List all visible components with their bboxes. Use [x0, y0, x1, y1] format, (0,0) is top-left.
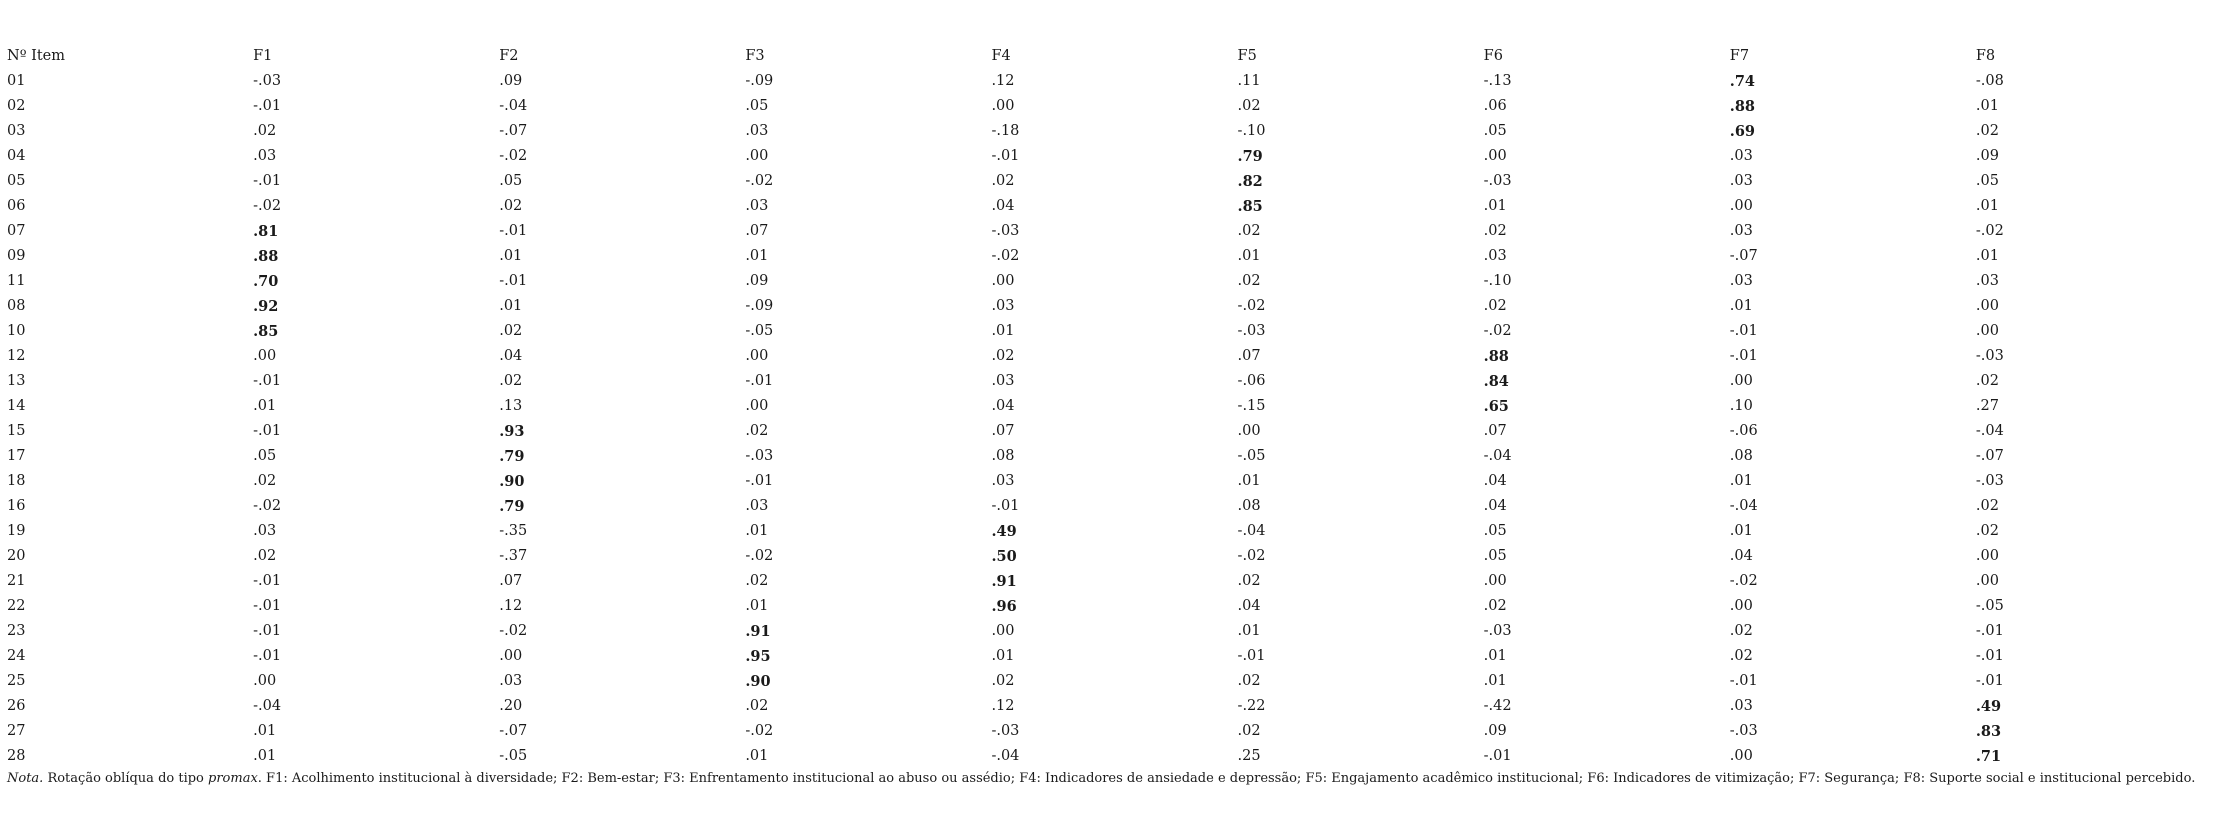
loading-cell-f4: .08 — [991, 448, 1015, 464]
item-number-cell: 17 — [7, 448, 26, 464]
loading-cell-f3: .05 — [745, 98, 769, 114]
loading-cell-f1: -.02 — [253, 498, 282, 514]
table-row — [7, 369, 2222, 394]
loading-cell-f4: .04 — [991, 398, 1015, 414]
loading-cell-f4: .07 — [991, 423, 1015, 439]
loading-cell-f6: .01 — [1483, 673, 1507, 689]
loading-cell-f8: -.03 — [1975, 473, 2004, 489]
loading-cell-f4: .12 — [991, 73, 1015, 89]
loading-cell-f7: .02 — [1729, 623, 1753, 639]
loading-cell-f7: -.03 — [1729, 723, 1758, 739]
loading-cell-f6: .88 — [1483, 348, 1509, 365]
loading-cell-f2: -.01 — [499, 273, 528, 289]
loading-cell-f1: .03 — [253, 148, 277, 164]
loading-cell-f1: .01 — [253, 398, 277, 414]
loading-cell-f2: .07 — [499, 573, 523, 589]
loading-cell-f2: .05 — [499, 173, 523, 189]
loading-cell-f4: .01 — [991, 323, 1015, 339]
loading-cell-f2: -.07 — [499, 123, 528, 139]
note-factor-list: . F1: Acolhimento institucional à diversidade; F2: Bem-estar; F3: Enfrentamento institucional ao abuso ou assédio; F4: Indicadores de ansiedade e depressão; F5: Engajamento acadêmico institucional; F6: Indicadores de vitimização; F7: Segurança; F8: Suporte social e institucional percebido. — [257, 771, 2196, 786]
loading-cell-f7: -.01 — [1729, 673, 1758, 689]
loading-cell-f3: .95 — [745, 648, 771, 665]
loading-cell-f3: .01 — [745, 748, 769, 764]
loading-cell-f3: -.03 — [745, 448, 774, 464]
item-number-cell: 14 — [7, 398, 26, 414]
note-rotation-type: promax — [208, 771, 258, 786]
loading-cell-f1: .02 — [253, 123, 277, 139]
loading-cell-f2: .04 — [499, 348, 523, 364]
loading-cell-f1: .70 — [253, 273, 279, 290]
loading-cell-f8: -.02 — [1975, 223, 2004, 239]
loading-cell-f8: .83 — [1975, 723, 2002, 740]
table-body — [7, 69, 2222, 769]
loading-cell-f5: .04 — [1237, 598, 1261, 614]
loading-cell-f2: -.02 — [499, 623, 528, 639]
loading-cell-f6: .04 — [1483, 473, 1507, 489]
loading-cell-f6: .09 — [1483, 723, 1507, 739]
loading-cell-f2: -.07 — [499, 723, 528, 739]
item-number-cell: 11 — [7, 273, 26, 289]
loading-cell-f5: .02 — [1237, 673, 1261, 689]
loading-cell-f1: -.01 — [253, 98, 282, 114]
loading-cell-f4: .50 — [991, 548, 1017, 565]
loading-cell-f5: -.15 — [1237, 398, 1266, 414]
loading-cell-f8: .02 — [1975, 498, 1999, 514]
loading-cell-f4: -.01 — [991, 498, 1020, 514]
loading-cell-f1: -.01 — [253, 373, 282, 389]
loading-cell-f7: .01 — [1729, 523, 1753, 539]
table-row — [7, 344, 2222, 369]
loading-cell-f5: .08 — [1237, 498, 1261, 514]
loading-cell-f8: .01 — [1975, 98, 1999, 114]
item-number-cell: 25 — [7, 673, 26, 689]
loading-cell-f6: .02 — [1483, 223, 1507, 239]
header-f8: F8 — [1975, 48, 1996, 64]
loading-cell-f2: -.02 — [499, 148, 528, 164]
item-number-cell: 02 — [7, 98, 26, 114]
loading-cell-f7: .00 — [1729, 748, 1753, 764]
loading-cell-f5: -.05 — [1237, 448, 1266, 464]
loading-cell-f6: .05 — [1483, 548, 1507, 564]
loading-cell-f6: -.42 — [1483, 698, 1512, 714]
loading-cell-f4: .02 — [991, 348, 1015, 364]
table-note — [7, 771, 2195, 786]
loading-cell-f8: .49 — [1975, 698, 2002, 715]
loading-cell-f8: .09 — [1975, 148, 1999, 164]
loading-cell-f1: .05 — [253, 448, 277, 464]
loading-cell-f8: .00 — [1975, 548, 1999, 564]
table-row — [7, 394, 2222, 419]
loading-cell-f7: -.02 — [1729, 573, 1758, 589]
loading-cell-f6: -.10 — [1483, 273, 1512, 289]
loading-cell-f8: .03 — [1975, 273, 1999, 289]
loading-cell-f7: .10 — [1729, 398, 1753, 414]
loading-cell-f8: -.05 — [1975, 598, 2004, 614]
table-row — [7, 519, 2222, 544]
item-number-cell: 20 — [7, 548, 26, 564]
loading-cell-f5: -.03 — [1237, 323, 1266, 339]
loading-cell-f1: .88 — [253, 248, 279, 265]
loading-cell-f4: .02 — [991, 673, 1015, 689]
item-number-cell: 21 — [7, 573, 26, 589]
loading-cell-f7: .02 — [1729, 648, 1753, 664]
loading-cell-f7: .01 — [1729, 298, 1753, 314]
item-number-cell: 07 — [7, 223, 26, 239]
item-number-cell: 15 — [7, 423, 26, 439]
loading-cell-f6: .02 — [1483, 298, 1507, 314]
loading-cell-f5: .02 — [1237, 723, 1261, 739]
loading-cell-f6: .84 — [1483, 373, 1509, 390]
loading-cell-f6: .05 — [1483, 523, 1507, 539]
loading-cell-f4: .03 — [991, 473, 1015, 489]
loading-cell-f7: .00 — [1729, 373, 1753, 389]
loading-cell-f2: .79 — [499, 498, 525, 515]
loading-cell-f5: .02 — [1237, 273, 1261, 289]
loading-cell-f7: -.06 — [1729, 423, 1758, 439]
loading-cell-f8: .01 — [1975, 248, 1999, 264]
loading-cell-f8: .71 — [1975, 748, 2002, 765]
loading-cell-f5: .02 — [1237, 223, 1261, 239]
loading-cell-f7: .03 — [1729, 173, 1753, 189]
loading-cell-f3: .00 — [745, 398, 769, 414]
loading-cell-f5: .82 — [1237, 173, 1263, 190]
item-number-cell: 22 — [7, 598, 26, 614]
loading-cell-f5: .07 — [1237, 348, 1261, 364]
loading-cell-f3: -.01 — [745, 373, 774, 389]
item-number-cell: 08 — [7, 298, 26, 314]
table-row — [7, 719, 2222, 744]
loading-cell-f7: .74 — [1729, 73, 1755, 90]
loading-cell-f2: .02 — [499, 323, 523, 339]
loading-cell-f7: .08 — [1729, 448, 1753, 464]
item-number-cell: 04 — [7, 148, 26, 164]
table-row — [7, 219, 2222, 244]
loading-cell-f6: .06 — [1483, 98, 1507, 114]
loading-cell-f3: .02 — [745, 423, 769, 439]
loading-cell-f8: .02 — [1975, 523, 1999, 539]
loading-cell-f4: -.04 — [991, 748, 1020, 764]
loading-cell-f7: .03 — [1729, 698, 1753, 714]
loading-cell-f4: .00 — [991, 273, 1015, 289]
loading-cell-f3: .03 — [745, 498, 769, 514]
loading-cell-f8: -.08 — [1975, 73, 2004, 89]
table-row — [7, 294, 2222, 319]
loading-cell-f4: .96 — [991, 598, 1017, 615]
table-row — [7, 144, 2222, 169]
loading-cell-f7: -.01 — [1729, 323, 1758, 339]
table-row — [7, 419, 2222, 444]
loading-cell-f5: .01 — [1237, 473, 1261, 489]
item-number-cell: 16 — [7, 498, 26, 514]
loading-cell-f5: .25 — [1237, 748, 1261, 764]
table-row — [7, 169, 2222, 194]
loading-cell-f7: -.01 — [1729, 348, 1758, 364]
loading-cell-f6: -.02 — [1483, 323, 1512, 339]
loading-cell-f1: .92 — [253, 298, 279, 315]
loading-cell-f4: .49 — [991, 523, 1017, 540]
loading-cell-f1: .01 — [253, 748, 277, 764]
loading-cell-f5: -.02 — [1237, 548, 1266, 564]
factor-loadings-table — [7, 44, 2222, 769]
loading-cell-f3: -.02 — [745, 548, 774, 564]
loading-cell-f7: .00 — [1729, 598, 1753, 614]
loading-cell-f2: -.35 — [499, 523, 528, 539]
loading-cell-f1: .03 — [253, 523, 277, 539]
loading-cell-f8: .00 — [1975, 573, 1999, 589]
loading-cell-f6: -.03 — [1483, 173, 1512, 189]
loading-cell-f3: .01 — [745, 598, 769, 614]
item-number-cell: 27 — [7, 723, 26, 739]
loading-cell-f6: -.04 — [1483, 448, 1512, 464]
loading-cell-f2: -.05 — [499, 748, 528, 764]
loading-cell-f1: .02 — [253, 473, 277, 489]
table-row — [7, 319, 2222, 344]
loading-cell-f7: .00 — [1729, 198, 1753, 214]
header-f1: F1 — [253, 48, 273, 64]
loading-cell-f2: .03 — [499, 673, 523, 689]
loading-cell-f4: .91 — [991, 573, 1017, 590]
item-number-cell: 28 — [7, 748, 26, 764]
loading-cell-f3: -.05 — [745, 323, 774, 339]
loading-cell-f1: -.04 — [253, 698, 282, 714]
table-row — [7, 669, 2222, 694]
loading-cell-f6: .04 — [1483, 498, 1507, 514]
table-row — [7, 494, 2222, 519]
loading-cell-f8: .02 — [1975, 123, 1999, 139]
loading-cell-f1: .02 — [253, 548, 277, 564]
note-lead: Nota. — [7, 771, 44, 786]
loading-cell-f8: .27 — [1975, 398, 1999, 414]
header-f2: F2 — [499, 48, 519, 64]
loading-cell-f6: .01 — [1483, 198, 1507, 214]
loading-cell-f7: .03 — [1729, 148, 1753, 164]
loading-cell-f5: .01 — [1237, 248, 1261, 264]
item-number-cell: 26 — [7, 698, 26, 714]
header-f6: F6 — [1483, 48, 1503, 64]
loading-cell-f3: .07 — [745, 223, 769, 239]
loading-cell-f2: .00 — [499, 648, 523, 664]
loading-cell-f8: -.01 — [1975, 623, 2004, 639]
header-item: Nº Item — [7, 48, 65, 64]
loading-cell-f1: .85 — [253, 323, 279, 340]
loading-cell-f4: -.02 — [991, 248, 1020, 264]
loading-cell-f1: .00 — [253, 673, 277, 689]
item-number-cell: 09 — [7, 248, 26, 264]
loading-cell-f5: .85 — [1237, 198, 1263, 215]
loading-cell-f7: .88 — [1729, 98, 1755, 115]
loading-cell-f4: -.03 — [991, 223, 1020, 239]
header-f4: F4 — [991, 48, 1011, 64]
loading-cell-f4: .00 — [991, 98, 1015, 114]
loading-cell-f3: .02 — [745, 573, 769, 589]
loading-cell-f8: -.07 — [1975, 448, 2004, 464]
loading-cell-f7: .04 — [1729, 548, 1753, 564]
table-row — [7, 194, 2222, 219]
item-number-cell: 19 — [7, 523, 26, 539]
loading-cell-f1: -.01 — [253, 573, 282, 589]
header-f3: F3 — [745, 48, 765, 64]
table-row — [7, 744, 2222, 769]
loading-cell-f8: -.01 — [1975, 673, 2004, 689]
loading-cell-f4: .02 — [991, 173, 1015, 189]
loading-cell-f2: .20 — [499, 698, 523, 714]
loading-cell-f5: -.22 — [1237, 698, 1266, 714]
loading-cell-f6: -.13 — [1483, 73, 1512, 89]
loading-cell-f6: .03 — [1483, 248, 1507, 264]
loading-cell-f5: .79 — [1237, 148, 1263, 165]
item-number-cell: 18 — [7, 473, 26, 489]
item-number-cell: 03 — [7, 123, 26, 139]
loading-cell-f1: -.01 — [253, 623, 282, 639]
loading-cell-f5: .02 — [1237, 98, 1261, 114]
loading-cell-f3: .00 — [745, 348, 769, 364]
loading-cell-f5: -.04 — [1237, 523, 1266, 539]
loading-cell-f2: .13 — [499, 398, 523, 414]
loading-cell-f6: .00 — [1483, 573, 1507, 589]
loading-cell-f2: -.04 — [499, 98, 528, 114]
table-row — [7, 94, 2222, 119]
table-row — [7, 469, 2222, 494]
loading-cell-f8: .02 — [1975, 373, 1999, 389]
loading-cell-f6: .02 — [1483, 598, 1507, 614]
loading-cell-f5: .02 — [1237, 573, 1261, 589]
loading-cell-f4: .12 — [991, 698, 1015, 714]
loading-cell-f5: -.06 — [1237, 373, 1266, 389]
loading-cell-f4: -.03 — [991, 723, 1020, 739]
loading-cell-f2: .02 — [499, 373, 523, 389]
loading-cell-f5: .01 — [1237, 623, 1261, 639]
factor-loadings-table-container — [7, 44, 2222, 769]
loading-cell-f4: .03 — [991, 373, 1015, 389]
loading-cell-f3: -.02 — [745, 723, 774, 739]
loading-cell-f7: .69 — [1729, 123, 1755, 140]
table-row — [7, 69, 2222, 94]
loading-cell-f2: -.37 — [499, 548, 528, 564]
loading-cell-f5: -.02 — [1237, 298, 1266, 314]
loading-cell-f1: -.03 — [253, 73, 282, 89]
item-number-cell: 05 — [7, 173, 26, 189]
table-header-row — [7, 44, 2222, 69]
loading-cell-f7: .03 — [1729, 273, 1753, 289]
item-number-cell: 12 — [7, 348, 26, 364]
loading-cell-f8: .05 — [1975, 173, 1999, 189]
loading-cell-f1: -.01 — [253, 648, 282, 664]
loading-cell-f2: .01 — [499, 298, 523, 314]
loading-cell-f1: .81 — [253, 223, 279, 240]
loading-cell-f2: .12 — [499, 598, 523, 614]
table-row — [7, 244, 2222, 269]
loading-cell-f6: -.03 — [1483, 623, 1512, 639]
loading-cell-f8: -.04 — [1975, 423, 2004, 439]
table-row — [7, 269, 2222, 294]
loading-cell-f5: -.10 — [1237, 123, 1266, 139]
table-row — [7, 619, 2222, 644]
loading-cell-f3: .09 — [745, 273, 769, 289]
loading-cell-f3: .03 — [745, 123, 769, 139]
header-f7: F7 — [1729, 48, 1750, 64]
loading-cell-f5: .00 — [1237, 423, 1261, 439]
note-pre: Rotação oblíqua do tipo — [43, 771, 209, 786]
loading-cell-f8: .00 — [1975, 323, 1999, 339]
item-number-cell: 13 — [7, 373, 26, 389]
loading-cell-f1: -.01 — [253, 423, 282, 439]
item-number-cell: 10 — [7, 323, 26, 339]
loading-cell-f2: .02 — [499, 198, 523, 214]
table-row — [7, 644, 2222, 669]
loading-cell-f4: -.01 — [991, 148, 1020, 164]
item-number-cell: 23 — [7, 623, 26, 639]
loading-cell-f4: .03 — [991, 298, 1015, 314]
loading-cell-f4: .01 — [991, 648, 1015, 664]
loading-cell-f2: .93 — [499, 423, 525, 440]
loading-cell-f3: -.01 — [745, 473, 774, 489]
loading-cell-f2: .79 — [499, 448, 525, 465]
loading-cell-f4: .00 — [991, 623, 1015, 639]
loading-cell-f2: -.01 — [499, 223, 528, 239]
table-row — [7, 444, 2222, 469]
table-row — [7, 544, 2222, 569]
loading-cell-f7: .01 — [1729, 473, 1753, 489]
loading-cell-f3: .91 — [745, 623, 771, 640]
loading-cell-f2: .09 — [499, 73, 523, 89]
loading-cell-f8: -.03 — [1975, 348, 2004, 364]
loading-cell-f6: .01 — [1483, 648, 1507, 664]
item-number-cell: 24 — [7, 648, 26, 664]
loading-cell-f6: .65 — [1483, 398, 1509, 415]
loading-cell-f4: -.18 — [991, 123, 1020, 139]
loading-cell-f8: .01 — [1975, 198, 1999, 214]
loading-cell-f3: -.09 — [745, 73, 774, 89]
table-row — [7, 694, 2222, 719]
loading-cell-f7: -.04 — [1729, 498, 1758, 514]
loading-cell-f7: .03 — [1729, 223, 1753, 239]
loading-cell-f1: .00 — [253, 348, 277, 364]
item-number-cell: 06 — [7, 198, 26, 214]
loading-cell-f6: -.01 — [1483, 748, 1512, 764]
loading-cell-f3: .90 — [745, 673, 771, 690]
table-row — [7, 569, 2222, 594]
loading-cell-f3: .02 — [745, 698, 769, 714]
loading-cell-f5: .11 — [1237, 73, 1261, 89]
loading-cell-f1: -.02 — [253, 198, 282, 214]
loading-cell-f6: .00 — [1483, 148, 1507, 164]
loading-cell-f8: .00 — [1975, 298, 1999, 314]
loading-cell-f6: .05 — [1483, 123, 1507, 139]
table-row — [7, 119, 2222, 144]
table-row — [7, 594, 2222, 619]
loading-cell-f3: -.09 — [745, 298, 774, 314]
loading-cell-f2: .90 — [499, 473, 525, 490]
loading-cell-f3: .03 — [745, 198, 769, 214]
loading-cell-f3: .01 — [745, 523, 769, 539]
loading-cell-f3: .00 — [745, 148, 769, 164]
header-f5: F5 — [1237, 48, 1257, 64]
loading-cell-f1: -.01 — [253, 173, 282, 189]
loading-cell-f2: .01 — [499, 248, 523, 264]
loading-cell-f3: .01 — [745, 248, 769, 264]
loading-cell-f5: -.01 — [1237, 648, 1266, 664]
loading-cell-f6: .07 — [1483, 423, 1507, 439]
loading-cell-f3: -.02 — [745, 173, 774, 189]
loading-cell-f4: .04 — [991, 198, 1015, 214]
loading-cell-f1: .01 — [253, 723, 277, 739]
loading-cell-f7: -.07 — [1729, 248, 1758, 264]
item-number-cell: 01 — [7, 73, 26, 89]
loading-cell-f1: -.01 — [253, 598, 282, 614]
loading-cell-f8: -.01 — [1975, 648, 2004, 664]
